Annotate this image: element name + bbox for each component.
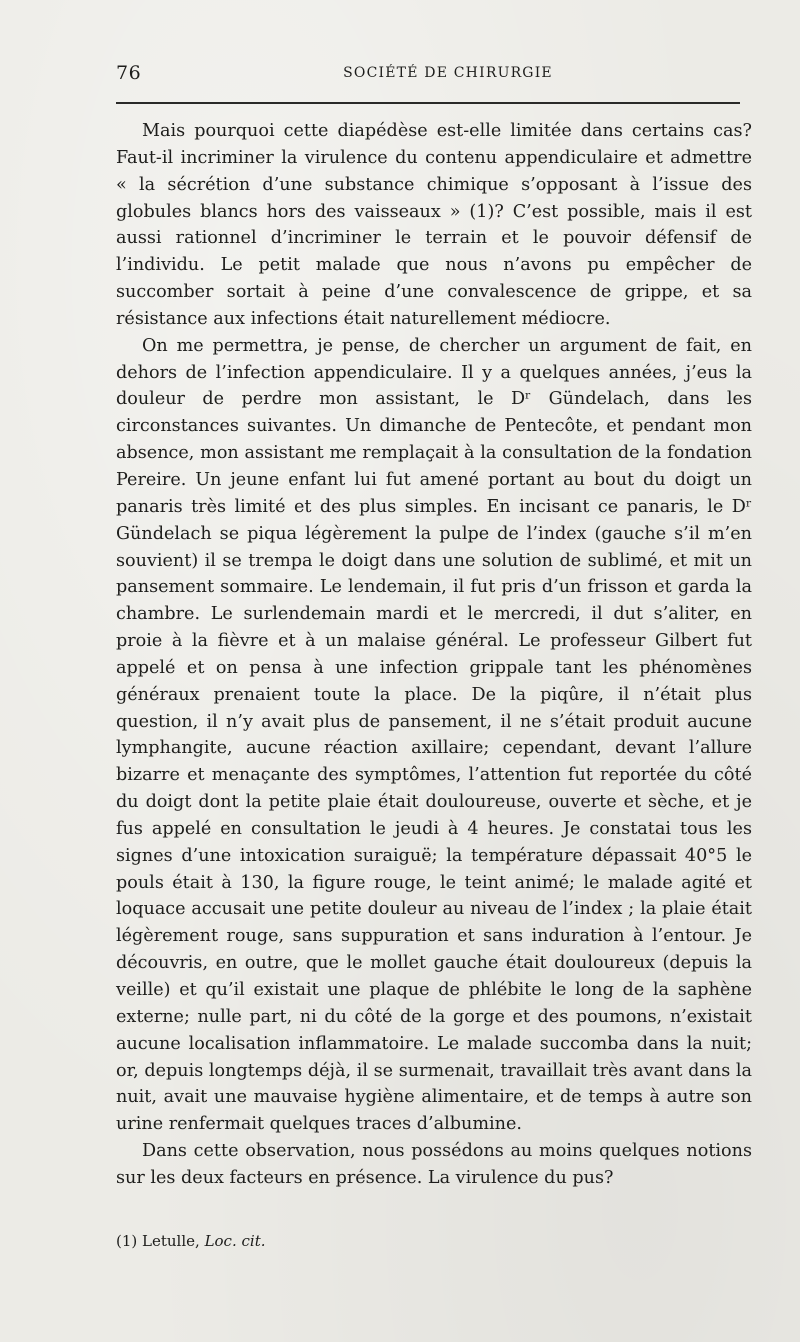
- paragraph-2: On me permettra, je pense, de chercher un argument de fait, en dehors de l’infection appendiculaire. Il y a quelques années, j’eus la douleur de perdre mon assistant, le Dʳ Gündelach, dans les circonstances suivantes. Un dimanche de Pentecôte, et pendant mon absence, mon assistant me remplaçait à la consultation de la fondation Pereire. Un jeune enfant lui fut amené portant au bout du doigt un panaris très limité et des plus simples. En incisant ce panaris, le Dʳ Gündelach se piqua légèrement la pulpe de l’index (gauche s’il m’en souvient) il se trempa le doigt dans une solution de sublimé, et mit un pansement sommaire. Le lendemain, il fut pris d’un frisson et garda la chambre. Le surlendemain mardi et le mercredi, il dut s’aliter, en proie à la fièvre et à un malaise général. Le professeur Gilbert fut appelé et on pensa à une infection grippale tant les phénomènes généraux prenaient toute la place. De la piqûre, il n’était plus question, il n’y avait plus de pansement, il ne s’était produit aucune lymphangite, aucune réaction axillaire; cependant, devant l’allure bizarre et menaçante des symptômes, l’attention fut reportée du côté du doigt dont la petite plaie était douloureuse, ouverte et sèche, et je fus appelé en consultation le jeudi à 4 heures. Je constatai tous les signes d’une intoxication suraiguë; la température dépassait 40°5 le pouls était à 130, la figure rouge, le teint animé; le malade agité et loquace accusait une petite douleur au niveau de l’index ; la plaie était légèrement rouge, sans suppuration et sans induration à l’entour. Je découvris, en outre, que le mollet gauche était douloureux (depuis la veille) et qu’il existait une plaque de phlébite le long de la saphène externe; nulle part, ni du côté de la gorge et des poumons, n’existait aucune localisation inflammatoire. Le malade succomba dans la nuit; or, depuis longtemps déjà, il se surmenait, travaillait très avant dans la nuit, avait une mauvaise hygiène alimentaire, et de temps à autre son urine renfermait quelques traces d’albumine.: [116, 335, 752, 1135]
- body-text: [116, 118, 752, 1192]
- footnote-citation: Loc. cit.: [204, 1232, 266, 1250]
- footnote: [116, 1231, 266, 1251]
- paragraph-3: Dans cette observation, nous possédons au moins quelques notions sur les deux facteurs en présence. La virulence du pus?: [116, 1141, 752, 1188]
- header-rule: [116, 102, 740, 104]
- footnote-marker: (1) Letulle,: [116, 1232, 205, 1250]
- paragraph-1: Mais pourquoi cette diapédèse est-elle limitée dans certains cas? Faut-il incriminer la virulence du contenu appendiculaire et admettre « la sécrétion d’une substance chimique s’opposant à l’issue des globules blancs hors des vaisseaux » (1)? C’est possible, mais il est aussi rationnel d’incriminer le terrain et le pouvoir défensif de l’individu. Le petit malade que nous n’avons pu empêcher de succomber sortait à peine d’une convalescence de grippe, et sa résistance aux infections était naturellement médiocre.: [116, 121, 752, 329]
- page-number: 76: [116, 62, 142, 84]
- running-head: SOCIÉTÉ DE CHIRURGIE: [343, 65, 553, 81]
- page-header: [116, 62, 740, 86]
